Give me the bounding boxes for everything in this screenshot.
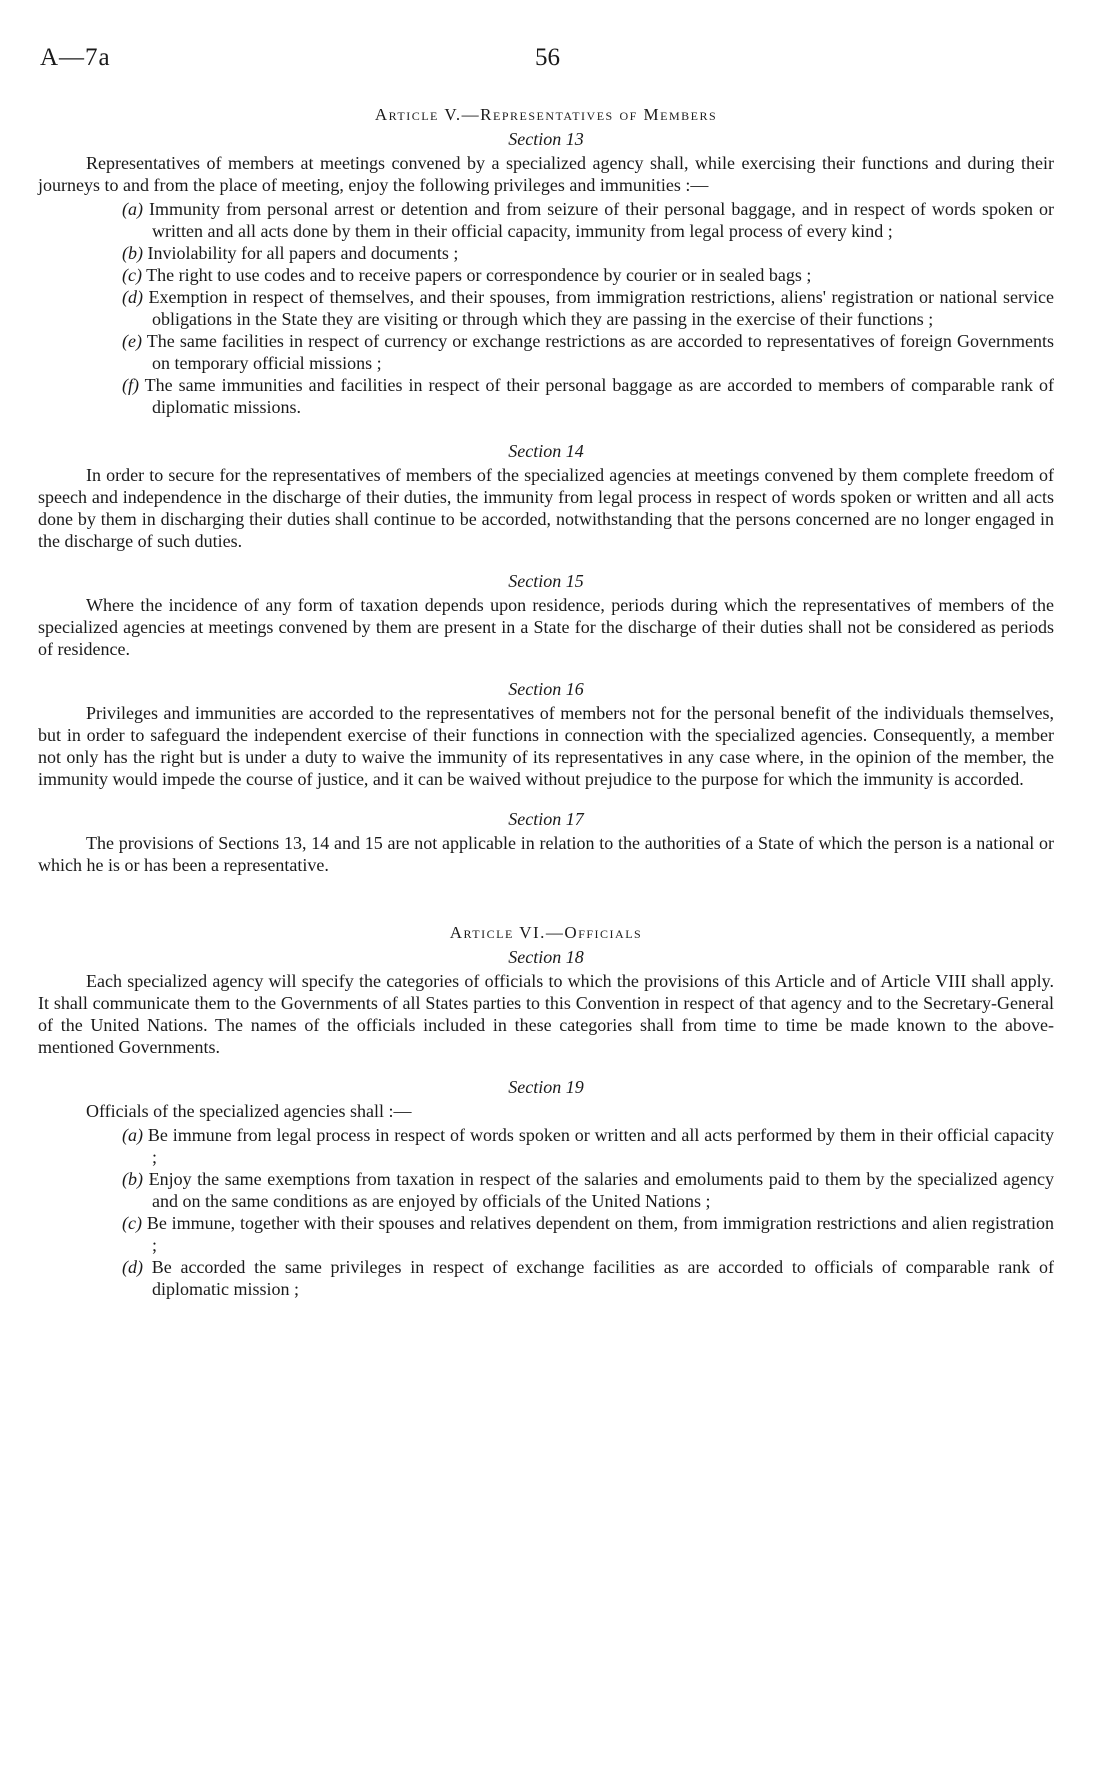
section-17-heading: Section 17 (508, 809, 584, 829)
section-15-text: Where the incidence of any form of taxation depends upon residence, periods during which the representatives of members of the specialized agencies at meetings convened by them are present in a State for the discharge of their duties shall not be considered as periods of residence. (38, 595, 1054, 659)
section-13-intro: Representatives of members at meetings convened by a specialized agency shall, while exercising their functions and during their journeys to and from the place of meeting, enjoy the following privileges and immunities :— (38, 153, 1054, 195)
page-number: 56 (535, 44, 560, 71)
list-item (38, 1256, 1054, 1300)
list-item (38, 330, 1054, 374)
item-text: The same immunities and facilities in respect of their personal baggage as are accorded to members of comparable rank of diplomatic missions. (144, 375, 1054, 417)
article-vi-heading: Article VI.—Officials (449, 923, 643, 942)
list-item (38, 1212, 1054, 1256)
item-text: Exemption in respect of themselves, and their spouses, from immigration restrictions, aliens' registration or national service obligations in the State they are visiting or through which they are passing in the exercise of their functions ; (148, 287, 1055, 329)
section-18-text: Each specialized agency will specify the categories of officials to which the provisions of this Article and of Article VIII shall apply. It shall communicate them to the Governments of all States parties to this Convention in respect of that agency and to the Secretary-General of the United Nations. The names of the officials included in these categories shall from time to time be made known to the above-mentioned Governments. (38, 971, 1054, 1057)
section-14-text: In order to secure for the representatives of members of the specialized agencies at meetings convened by them complete freedom of speech and independence in the discharge of their duties, the immunity from legal process in respect of words spoken or written and all acts done by them in discharging their duties shall continue to be accorded, notwithstanding that the persons concerned are no longer engaged in the discharge of such duties. (38, 465, 1054, 551)
item-text: Enjoy the same exemptions from taxation in respect of the salaries and emoluments paid to them by the specialized agency and on the same conditions as are enjoyed by officials of the United Nations ; (148, 1169, 1055, 1211)
section-19-heading: Section 19 (508, 1077, 584, 1097)
item-label: (b) (122, 1169, 143, 1189)
item-label: (a) (122, 1125, 143, 1145)
item-label: (a) (122, 199, 143, 219)
article-v-heading: Article V.—Representatives of Members (374, 105, 718, 124)
section-14-heading: Section 14 (508, 441, 584, 461)
page-content (38, 104, 1054, 1300)
item-label: (e) (122, 331, 142, 351)
list-item (38, 242, 1054, 264)
section-13-list (38, 198, 1054, 418)
item-text: Be immune, together with their spouses and relatives dependent on them, from immigration restrictions and alien registration ; (146, 1213, 1055, 1255)
item-text: Inviolability for all papers and documents ; (147, 243, 459, 263)
item-label: (b) (122, 243, 143, 263)
item-text: Immunity from personal arrest or detention and from seizure of their personal baggage, and in respect of words spoken or written and all acts done by them in their official capacity, immunity from legal process of every kind ; (149, 199, 1054, 241)
item-label: (c) (122, 1213, 142, 1233)
item-text: The right to use codes and to receive papers or correspondence by courier or in sealed bags ; (146, 265, 812, 285)
list-item (38, 286, 1054, 330)
document-reference: A—7a (40, 44, 111, 71)
list-item (38, 264, 1054, 286)
item-label: (d) (122, 287, 143, 307)
item-text: Be accorded the same privileges in respect of exchange facilities as are accorded to officials of comparable rank of diplomatic mission ; (151, 1257, 1055, 1299)
section-13-heading: Section 13 (508, 129, 584, 149)
list-item (38, 374, 1054, 418)
section-16-heading: Section 16 (508, 679, 584, 699)
item-text: The same facilities in respect of currency or exchange restrictions as are accorded to representatives of foreign Governments on temporary official missions ; (146, 331, 1054, 373)
item-label: (f) (122, 375, 139, 395)
item-label: (d) (122, 1257, 143, 1277)
section-15-heading: Section 15 (508, 571, 584, 591)
list-item (38, 1168, 1054, 1212)
list-item (38, 1124, 1054, 1168)
list-item (38, 198, 1054, 242)
item-label: (c) (122, 265, 142, 285)
section-16-text: Privileges and immunities are accorded to the representatives of members not for the personal benefit of the individuals themselves, but in order to safeguard the independent exercise of their functions in connection with the specialized agencies. Consequently, a member not only has the right but is under a duty to waive the immunity of its representatives in any case where, in the opinion of the member, the immunity would impede the course of justice, and it can be waived without prejudice to the purpose for which the immunity is accorded. (38, 703, 1054, 789)
section-18-heading: Section 18 (508, 947, 584, 967)
item-text: Be immune from legal process in respect of words spoken or written and all acts performed by them in their official capacity ; (147, 1125, 1055, 1167)
section-19-intro: Officials of the specialized agencies shall :— (86, 1101, 412, 1121)
section-17-text: The provisions of Sections 13, 14 and 15 are not applicable in relation to the authorities of a State of which the person is a national or which he is or has been a representative. (38, 833, 1054, 875)
section-19-list (38, 1124, 1054, 1300)
